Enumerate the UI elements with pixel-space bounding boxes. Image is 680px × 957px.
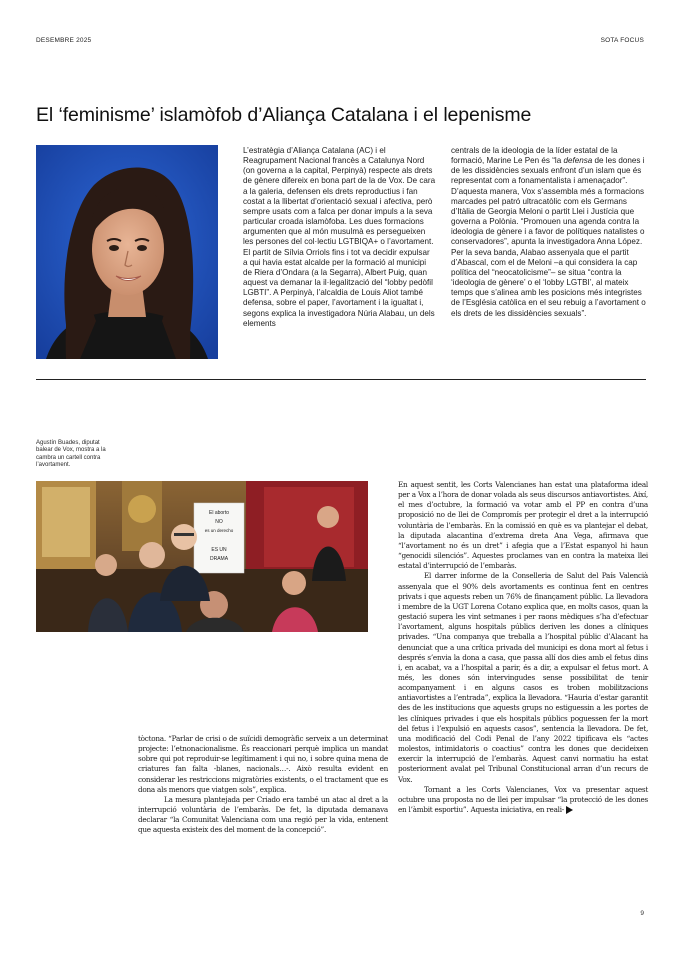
parliament-photo — [36, 481, 368, 632]
article-paragraph: La mesura plantejada per Criado era també un atac al dret a la interrupció voluntària de l’embaràs. De fet, la diputada demanava declarar “la Comunitat Valenciana com una regió per la vida, entenent que aquesta existeix des del moment de la concepció”. — [138, 794, 388, 835]
article-paragraph: En aquest sentit, les Corts Valencianes han estat una plataforma ideal per a Vox a l’hora de donar volada als seus discursos antiavortistes. Així, el mes d’octubre, la formació va votar amb el PP en contra d’una proposició no de llei de Compromís per protegir el dret a la interrupció voluntària de l’embaràs. En la comissió en què es va plantejar el debat, la diputada alacantina d’extrema dreta Ana Vega, afirmava que “l’avortament no és un dret” i afegia que a l’Estat espanyol hi haun “genocidi silenciós”. Aquestes proclames van en contra la mateixa llei estatal d’interrupció de l’embaràs. — [398, 480, 648, 571]
protest-sign — [194, 503, 244, 573]
portrait-photo — [36, 145, 218, 359]
section-divider — [36, 379, 646, 380]
article-paragraph: El darrer informe de la Conselleria de Salut del País Valencià assenyala que el 90% dels avortaments es continua fent en centres privats i que aquests reben un 76% de finançament públic. La llevadora i membre de la UGT Lorena Cotano explica que, en molts casos, quan la gestació supera les vint setmanes i per raons mèdiques s’ha d’efectuar l’avortament, alguns hospitals públics deriven les dones a clíniques privades. “Una companya que treballa a l’hospital públic d’Alacant ha denunciat que a una crítica privada del municipi es dona mort al fetus i després s’envia la dona a casa, que passa allí dos dies amb el fetus dins i, en acabat, va a l’hospital a parir, és a dir, a expulsar el fetus mort. A més, les dones són intervingudes sense possibilitat de tenir acompanyament i en alguns casos es troben mobilitzacions antiavortistes a l’entrada”, explica la llevadora. “Hauria d’estar garantit des de les institucions que aquests grups no estiguessin a les portes de les clíniques privades i que els hospitals públics poguessen fer la mort del fetus i l’expulsió en aquests casos”, sentencia la llevadora. De fet, una modificació del Codi Penal de l’any 2022 tipificava els “actes molestos, intimidatoris o coactius” contra les dones que decideixen exercir la interrupció de l’embaràs. Aquest canvi normatiu ha estat posteriorment avalat pel Tribunal Constitucional arran d’un recurs de Vox. — [398, 571, 648, 784]
article-column-right — [398, 480, 648, 815]
photo-caption: Agustín Buades, diputat balear de Vox, mostra a la cambra un cartell contra l’avortament. — [36, 440, 106, 469]
article-paragraph: Tornant a les Corts Valencianes, Vox va presentar aquest octubre una proposta no de llei per impulsar “la protecció de les dones en l’àmbit esportiu”. Aquesta iniciativa, en reali- — [398, 784, 648, 814]
intro-paragraph: centrals de la ideologia de la líder estatal de la formació, Marine Le Pen és “la defensa de les dones i de les dissidències sexuals enfront d’un islam que és representat com a fonamentalista i amenaçador”. — [451, 146, 645, 186]
article-paragraph: tòctona. “Parlar de crisi o de suïcidi demogràfic serveix a un determinat projecte: l’etnonacionalisme. És reaccionari perquè implica un mandat sobre qui pot reproduir-se legítimament i qui no, i sobre quina mena de criatures fan falta -blanes, nacionals…-. Això resulta evident en considerar les restriccions migratòries existents, o el tractament que es dona als menors que viatgen sols”, explica. — [138, 734, 388, 794]
svg-text:ES UN: ES UN — [211, 547, 227, 553]
svg-text:es un derecho: es un derecho — [204, 528, 234, 533]
intro-column-1 — [243, 146, 436, 329]
continue-arrow-icon — [566, 806, 573, 814]
article-title: El ‘feminisme’ islamòfob d’Aliança Catalana i el lepenisme — [36, 104, 532, 126]
page-number: 9 — [640, 910, 644, 917]
svg-text:NO: NO — [215, 519, 223, 525]
header-section: SOTA FOCUS — [600, 37, 644, 44]
svg-text:El aborto: El aborto — [208, 510, 230, 516]
intro-column-2 — [451, 146, 646, 319]
article-column-left — [138, 734, 388, 836]
intro-paragraph: L’estratègia d’Aliança Catalana (AC) i el Reagrupament Nacional francès a Catalunya Nord (on governa a la capital, Perpinyà) respecte als drets de gènere difereix en bona part de la de Vox. De cara a la galeria, defensen els drets reproductius i fan costat a la llibertat d’orientació sexual i afectiva, però sempre usats com a falca per donar impuls a la seva particular croada islamòfoba. Les dues formacions argumenten que al món musulmà es persegueixen les persones del col·lectiu LGTBIQA+ o l’avortament. El partit de Sílvia Orriols fins i tot va decidir expulsar a qui havia estat alcalde per la formació al municipi de Riera d’Ondara (a la Segarra), Albert Puig, quan aquest va demanar la il·legalització del “lobby pedòfil LGBTI”. A Perpinyà, l’alcaldia de Louis Aliot també defensa, sobre el paper, l’avortament i la igualtat i, segons explica la investigadora Núria Alabau, un dels elements — [243, 146, 436, 328]
svg-text:DRAMA: DRAMA — [209, 556, 229, 562]
intro-paragraph: D’aquesta manera, Vox s’assembla més a formacions marcades pel patró ultracatòlic com els Germans d’Itàlia de Georgia Meloni o partit Llei i Justícia que governa a Polònia. “Promouen una agenda contra la ideologia de gènere i a favor de polítiques natalistes o conservadores”, apunta la investigadora Anna López. Per la seva banda, Alabao assenyala que el partit d’Abascal, com el de Meloni –a qui considera la cap política del “neocatolicisme”– se situa “contra la ‘ideologia de gènere’ o el ‘lobby LGTBI’, al mateix temps que s’alinea amb les posicions més integristes de l’Església catòlica en el seu rebuig a l’avortament o els drets de les dissidències sexuals”. — [451, 186, 646, 318]
header-date: DESEMBRE 2025 — [36, 37, 92, 44]
